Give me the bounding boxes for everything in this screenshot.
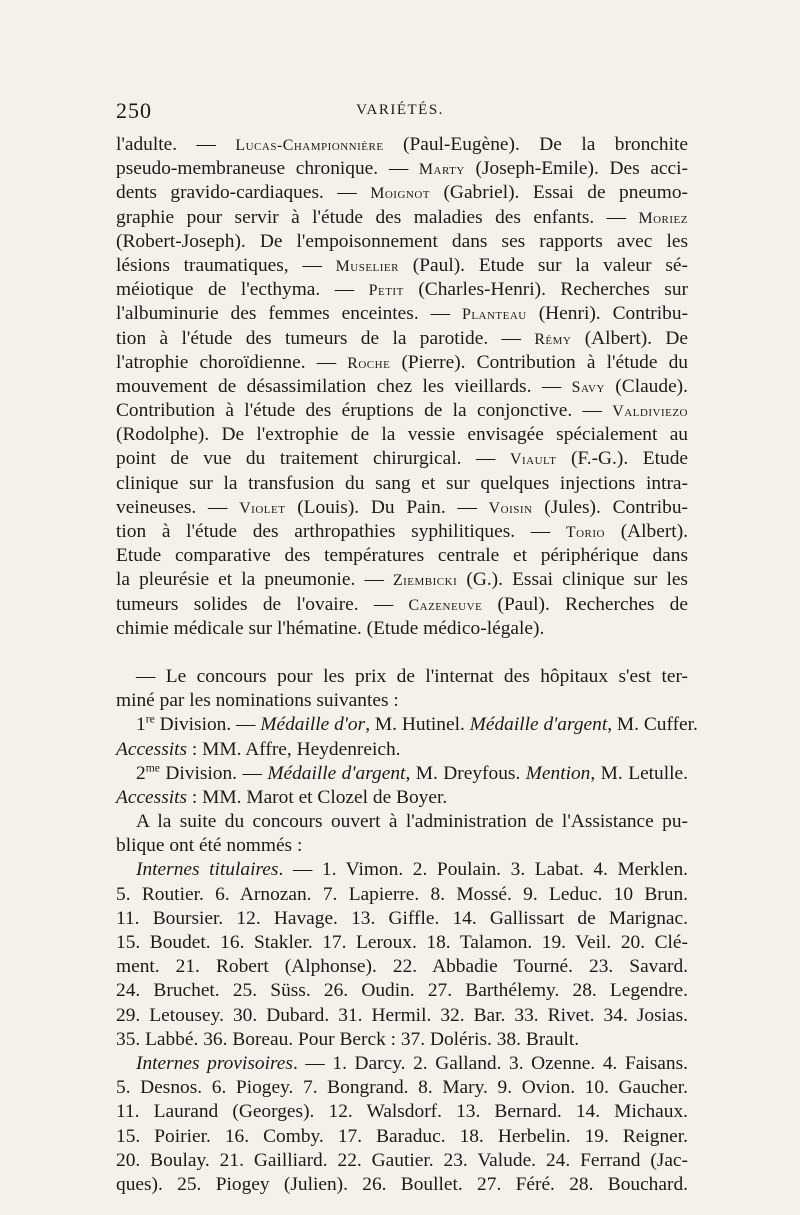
author-name: Moriez — [638, 209, 688, 227]
text-line — [116, 302, 688, 326]
text-run: tumeurs solides de l'ovaire. — — [116, 593, 409, 615]
text-line — [116, 230, 688, 254]
text-line — [116, 496, 688, 520]
text-run: 1 — [136, 714, 146, 736]
text-line — [116, 979, 688, 1003]
text-line — [116, 1076, 688, 1100]
text-run: dents gravido-cardiaques. — — [116, 182, 371, 204]
text-run: l'atrophie choroïdienne. — — [116, 351, 348, 373]
text-line — [116, 278, 688, 302]
text-run: l'adulte. — — [116, 134, 236, 155]
page-header — [116, 98, 684, 128]
text-run: (Charles-Henri). Recherches sur — [403, 279, 688, 301]
author-name: Voisin — [488, 499, 533, 517]
text-line — [116, 423, 688, 447]
text-run: (G.). Essai clinique sur les — [457, 569, 688, 591]
italic-text: Médaille d'or — [260, 714, 366, 736]
italic-text: Accessits — [116, 786, 188, 808]
text-run: miné par les nominations suivantes : — [116, 690, 399, 712]
text-run: . — 1. Darcy. 2. Galland. 3. Ozenne. 4. Faisans. — [292, 1052, 688, 1074]
author-name: Roche — [347, 354, 391, 372]
body-text — [116, 133, 698, 1197]
author-name: Marty — [418, 161, 465, 179]
author-name: Petit — [368, 282, 404, 300]
text-run: (Albert). — [605, 521, 689, 542]
text-line — [116, 883, 688, 907]
italic-text: Médaille d'argent — [267, 762, 406, 784]
text-run: , M. Letulle. — [590, 762, 688, 784]
text-run: (Louis). Du Pain. — — [285, 496, 489, 518]
text-run: (Robert-Joseph). De l'empoisonnement dans ses rapports avec les — [116, 230, 688, 252]
author-name: Muselier — [335, 257, 399, 275]
text-line — [116, 1125, 688, 1149]
text-line — [116, 810, 688, 834]
text-line — [116, 858, 688, 882]
text-line — [116, 617, 688, 641]
text-run: (Gabriel). Essai de pneumo- — [430, 182, 688, 204]
text-run: : MM. Marot et Clozel de Boyer. — [187, 786, 448, 808]
text-run: (Henri). Contribu- — [526, 303, 688, 325]
text-run: 24. Bruchet. 25. Süss. 26. Oudin. 27. Barthélemy. 28. Legendre. — [116, 980, 688, 1002]
author-name: Lucas-Championnière — [235, 137, 384, 154]
text-run: re — [145, 712, 155, 726]
italic-text: Médaille d'argent — [469, 714, 608, 736]
author-name: Violet — [239, 499, 286, 517]
text-line — [116, 834, 688, 858]
text-run: . — 1. Vimon. 2. Poulain. 3. Labat. 4. Merklen. — [278, 859, 689, 881]
text-run: lésions traumatiques, — — [116, 254, 336, 276]
text-run: clinique sur la transfusion du sang et sur quelques injections intra- — [116, 472, 688, 494]
text-run: 29. Letousey. 30. Dubard. 31. Hermil. 32. Bar. 33. Rivet. 34. Josias. — [116, 1004, 688, 1026]
text-run: (Jules). Contribu- — [532, 496, 688, 518]
text-run: 15. Boudet. 16. Stakler. 17. Leroux. 18. Talamon. 19. Veil. 20. Clé- — [116, 932, 688, 953]
text-run: 2 — [136, 762, 146, 784]
text-run: : MM. Affre, Heydenreich. — [187, 738, 401, 760]
text-line — [116, 738, 688, 762]
text-line — [116, 1149, 688, 1173]
text-line — [116, 327, 688, 351]
author-name: Ziembicki — [392, 572, 458, 590]
text-line — [116, 1004, 688, 1028]
text-line — [116, 375, 688, 399]
text-line — [116, 399, 688, 423]
author-name: Torio — [565, 524, 606, 541]
text-run: (Paul). Recherches de — [482, 593, 688, 615]
text-run: blique ont été nommés : — [116, 835, 303, 857]
text-line — [116, 907, 688, 931]
author-name: Cazeneuve — [408, 596, 483, 614]
italic-text: Internes provisoires — [136, 1052, 293, 1074]
text-line — [116, 1173, 688, 1197]
text-line — [116, 786, 688, 810]
text-line — [116, 1028, 688, 1052]
author-name: Planteau — [461, 306, 527, 324]
text-line — [116, 544, 688, 568]
text-line — [116, 472, 688, 496]
text-run: veineuses. — — [116, 496, 240, 518]
text-line — [116, 712, 698, 737]
text-line — [116, 1052, 688, 1076]
text-line — [116, 665, 688, 689]
running-title: VARIÉTÉS. — [356, 102, 444, 118]
text-run: 20. Boulay. 21. Gailliard. 22. Gautier. 23. Valude. 24. Ferrand (Jac- — [116, 1149, 688, 1171]
text-run: pseudo-membraneuse chronique. — — [116, 158, 419, 180]
text-run: ques). 25. Piogey (Julien). 26. Boullet. 27. Féré. 28. Bouchard. — [116, 1173, 688, 1195]
italic-text: Mention — [525, 762, 591, 784]
text-line — [116, 254, 688, 278]
text-run: tion à l'étude des tumeurs de la parotide. — — [116, 327, 535, 349]
text-run: (F.-G.). Etude — [556, 448, 688, 470]
text-run: Division. — — [159, 762, 268, 784]
text-line — [116, 931, 688, 955]
text-line — [116, 133, 688, 157]
text-line — [116, 447, 688, 471]
text-line — [116, 689, 688, 713]
text-run: ment. 21. Robert (Alphonse). 22. Abbadie Tourné. 23. Savard. — [116, 956, 688, 978]
text-run: (Albert). De — [571, 327, 688, 349]
text-line — [116, 762, 688, 786]
text-run: me — [145, 761, 160, 775]
text-line — [116, 520, 688, 544]
text-run: , M. Cuffer. — [607, 714, 698, 736]
text-line — [116, 157, 688, 181]
author-name: Rémy — [534, 330, 572, 348]
text-run: méiotique de l'ecthyma. — — [116, 279, 369, 301]
text-line — [116, 568, 688, 592]
italic-text: Accessits — [116, 738, 188, 760]
text-run: 35. Labbé. 36. Boreau. Pour Berck : 37. Doléris. 38. Brault. — [116, 1028, 580, 1050]
text-run: , M. Hutinel. — [365, 714, 470, 736]
text-run: point de vue du traitement chirurgical. — — [116, 448, 511, 470]
text-line — [116, 1100, 688, 1124]
text-run: (Joseph-Emile). Des acci- — [464, 158, 688, 180]
author-name: Moignot — [370, 185, 430, 203]
paragraph-gap — [116, 641, 688, 665]
text-line — [116, 206, 688, 230]
text-run: 11. Laurand (Georges). 12. Walsdorf. 13. Bernard. 14. Michaux. — [116, 1101, 688, 1123]
text-run: (Pierre). Contribution à l'étude du — [390, 351, 688, 373]
text-run: chimie médicale sur l'hématine. (Etude médico-légale). — [116, 617, 545, 639]
text-run: mouvement de désassimilation chez les vieillards. — — [116, 375, 572, 397]
text-run: la pleurésie et la pneumonie. — — [116, 569, 393, 591]
text-run: Contribution à l'étude des éruptions de la conjonctive. — — [116, 400, 613, 422]
text-line — [116, 593, 688, 617]
text-run: (Rodolphe). De l'extrophie de la vessie envisagée spécialement au — [116, 424, 688, 446]
text-run: tion à l'étude des arthropathies syphilitiques. — — [116, 521, 566, 542]
text-run: Etude comparative des températures centrale et périphérique dans — [116, 545, 688, 567]
text-run: Division. — — [154, 714, 261, 736]
text-run: , M. Dreyfous. — [405, 762, 526, 784]
text-line — [116, 181, 688, 205]
page-number: 250 — [116, 98, 152, 123]
text-run: (Paul). Etude sur la valeur sé- — [399, 254, 688, 276]
text-run: 11. Boursier. 12. Havage. 13. Giffle. 14. Gallissart de Marignac. — [116, 907, 688, 929]
text-line — [116, 955, 688, 979]
author-name: Valdiviezo — [612, 403, 688, 421]
text-run: (Paul-Eugène). De la bronchite — [383, 134, 688, 155]
text-run: — Le concours pour les prix de l'internat des hôpitaux s'est ter- — [136, 665, 688, 687]
text-run: l'albuminurie des femmes enceintes. — — [116, 303, 462, 325]
text-line — [116, 351, 688, 375]
text-run: A la suite du concours ouvert à l'administration de l'Assistance pu- — [136, 811, 688, 833]
text-run: 15. Poirier. 16. Comby. 17. Baraduc. 18. Herbelin. 19. Reigner. — [116, 1125, 688, 1147]
author-name: Savy — [571, 378, 605, 396]
italic-text: Internes titulaires — [136, 859, 279, 881]
text-run: graphie pour servir à l'étude des maladies des enfants. — — [116, 206, 639, 228]
author-name: Viault — [510, 451, 557, 469]
text-run: 5. Routier. 6. Arnozan. 7. Lapierre. 8. Mossé. 9. Leduc. 10 Brun. — [116, 883, 688, 905]
text-run: 5. Desnos. 6. Piogey. 7. Bongrand. 8. Mary. 9. Ovion. 10. Gaucher. — [116, 1077, 688, 1099]
text-run: (Claude). — [604, 375, 688, 397]
